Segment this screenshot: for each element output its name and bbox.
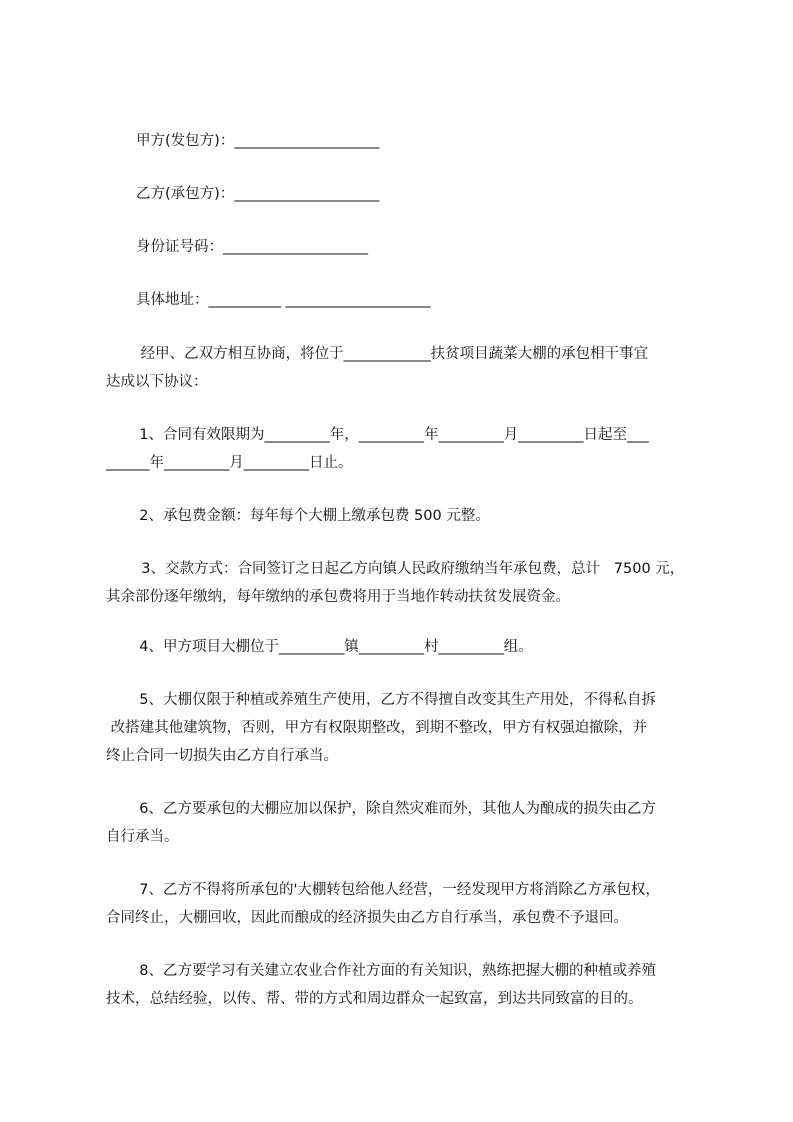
clause-2-line-1: 2、承包费金额：每年每个大棚上缴承包费 500 元整。 bbox=[130, 508, 490, 524]
clause-8-line-2: 技术，总结经验，以传、帮、带的方式和周边群众一起致富，到达共同致富的目的。 bbox=[106, 991, 643, 1007]
clause-8-line-1: 8、乙方要学习有关建立农业合作社方面的有关知识，熟练把握大棚的种植或养殖 bbox=[130, 963, 656, 979]
party-b-field: 乙方(承包方)：____________________ bbox=[136, 186, 380, 202]
clause-1-line-2: ______年_________月_________日止。 bbox=[106, 455, 353, 471]
clause-5-line-1: 5、大棚仅限于种植或养殖生产使用，乙方不得擅自改变其生产用处，不得私自拆 bbox=[130, 692, 656, 708]
clause-3-line-1: 3、交款方式：合同签订之日起乙方向镇人民政府缴纳当年承包费，总计 7500 元， bbox=[132, 561, 685, 577]
clause-1-line-1: 1、合同有效限期为_________年，_________年_________月_________日起至___ bbox=[130, 427, 649, 443]
clause-4-line-1: 4、甲方项目大棚位于_________镇_________村_________组。 bbox=[130, 639, 533, 655]
clause-5-line-3: 终止合同一切损失由乙方自行承当。 bbox=[106, 748, 338, 764]
clause-7-line-1: 7、乙方不得将所承包的'大棚转包给他人经营，一经发现甲方将消除乙方承包权， bbox=[130, 882, 660, 898]
intro-line-1: 经甲、乙双方相互协商，将位于____________扶贫项目蔬菜大棚的承包相干事宜 bbox=[136, 346, 649, 362]
id-number-field: 身份证号码：____________________ bbox=[136, 239, 368, 255]
clause-7-line-2: 合同终止，大棚回收，因此而酿成的经济损失由乙方自行承当，承包费不予退回。 bbox=[106, 910, 628, 926]
intro-line-2: 达成以下协议： bbox=[106, 374, 208, 390]
address-field: 具体地址：__________ ____________________ bbox=[136, 292, 431, 308]
party-a-field: 甲方(发包方)：____________________ bbox=[136, 133, 380, 149]
clause-6-line-1: 6、乙方要承包的大棚应加以保护，除自然灾难而外，其他人为酿成的损失由乙方 bbox=[130, 801, 656, 817]
clause-5-line-2: 改搭建其他建筑物，否则，甲方有权限期整改，到期不整改，甲方有权强迫撤除，并 bbox=[106, 720, 648, 736]
clause-6-line-2: 自行承当。 bbox=[106, 829, 179, 845]
clause-3-line-2: 其余部份逐年缴纳，每年缴纳的承包费将用于当地作转动扶贫发展资金。 bbox=[106, 589, 570, 605]
